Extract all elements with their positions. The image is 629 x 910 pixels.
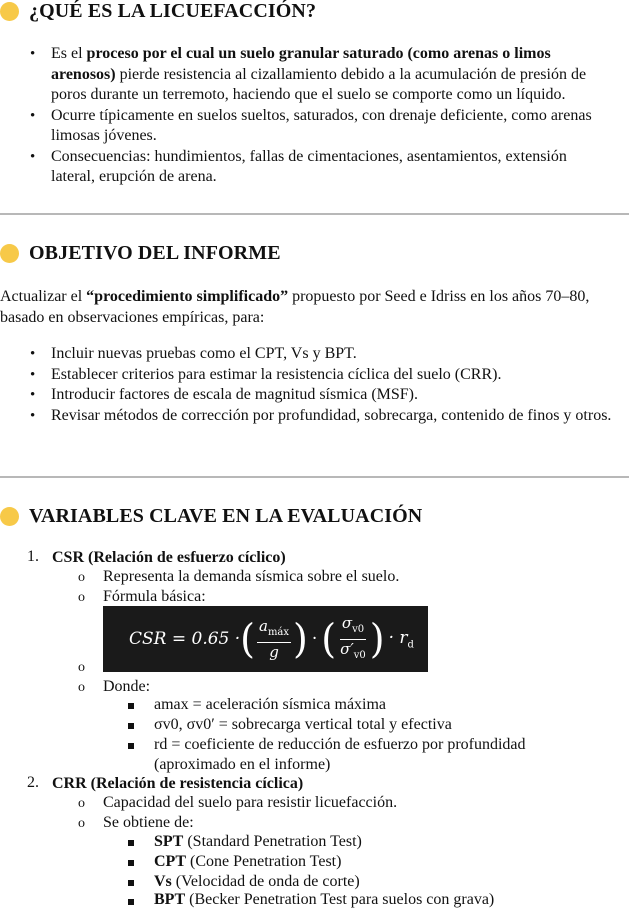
list-item: • Revisar métodos de corrección por profundidad, sobrecarga, contenido de finos y otros.: [0, 406, 612, 427]
section-title: VARIABLES CLAVE EN LA EVALUACIÓN: [29, 505, 423, 527]
test-item: Vs (Velocidad de onda de corte): [154, 873, 360, 890]
circle-bullet-icon: o: [78, 680, 85, 695]
square-bullet-icon: [128, 840, 134, 846]
section-title: ¿QUÉ ES LA LICUEFACCIÓN?: [29, 0, 317, 22]
yellow-dot-icon: [0, 244, 19, 263]
where-item: amax = aceleración sísmica máxima: [154, 696, 387, 713]
list-number: 1.: [27, 548, 39, 565]
list-number: 2.: [27, 774, 39, 791]
list-item: • Es el proceso por el cual un suelo granular saturado (como arenas o limos arenosos) pierde resistencia al cizallamiento debido a la acumulación de presión de poros durante un terremoto, haciendo que el suelo se comporte como un líquido.: [0, 44, 612, 106]
sub-item: Se obtiene de:: [103, 814, 194, 831]
sub-item: Representa la demanda sísmica sobre el suelo.: [103, 568, 400, 585]
bullet-list: [0, 344, 612, 426]
list-item: • Establecer criterios para estimar la resistencia cíclica del suelo (CRR).: [0, 365, 612, 386]
list-item: • Introducir factores de escala de magnitud sísmica (MSF).: [0, 385, 612, 406]
list-item: • Consecuencias: hundimientos, fallas de cimentaciones, asentamientos, extensión lateral, erupción de arena.: [0, 147, 612, 188]
section-divider: [0, 213, 629, 215]
variable-label-csr: CSR (Relación de esfuerzo cíclico): [52, 549, 286, 566]
circle-bullet-icon: o: [78, 660, 85, 675]
bullet-list: [0, 44, 612, 188]
sub-item: Fórmula básica:: [103, 588, 206, 605]
circle-bullet-icon: o: [78, 796, 85, 811]
square-bullet-icon: [128, 880, 134, 886]
section-heading-variables: [0, 505, 422, 528]
intro-paragraph: Actualizar el “procedimiento simplificado” propuesto por Seed e Idriss en los años 70–80, basado en observaciones empíricas, para:: [0, 288, 590, 326]
list-item: • Ocurre típicamente en suelos sueltos, saturados, con drenaje deficiente, como arenas limosas jóvenes.: [0, 106, 612, 147]
square-bullet-icon: [128, 860, 134, 866]
test-item: CPT (Cone Penetration Test): [154, 853, 342, 870]
variable-label-crr: CRR (Relación de resistencia cíclica): [52, 775, 304, 792]
circle-bullet-icon: o: [78, 570, 85, 585]
where-item: rd = coeficiente de reducción de esfuerzo por profundidad (aproximado en el informe): [154, 736, 526, 773]
csr-formula-image: CSR = 0.65 · ( $\frac{a_{máx}}{g}$ ) · ( $\frac{\sigma_{v0}}{\sigma'_{v0}}$ ) · $r_d$: [103, 606, 428, 672]
section-divider: [0, 476, 629, 478]
where-item: σv0, σv0′ = sobrecarga vertical total y efectiva: [154, 716, 452, 733]
circle-bullet-icon: o: [78, 816, 85, 831]
square-bullet-icon: [128, 703, 134, 709]
section-title: OBJETIVO DEL INFORME: [29, 242, 281, 264]
section-heading-objetivo: [0, 242, 281, 265]
yellow-dot-icon: [0, 507, 19, 526]
circle-bullet-icon: o: [78, 590, 85, 605]
square-bullet-icon: [128, 743, 134, 749]
test-item: SPT (Standard Penetration Test): [154, 833, 362, 850]
square-bullet-icon: [128, 899, 134, 905]
section-heading-licuefaccion: [0, 0, 316, 23]
list-item: • Incluir nuevas pruebas como el CPT, Vs y BPT.: [0, 344, 612, 365]
yellow-dot-icon: [0, 2, 19, 21]
test-item: BPT (Becker Penetration Test para suelos con grava): [154, 891, 495, 908]
sub-item: Donde:: [103, 678, 151, 695]
sub-item: Capacidad del suelo para resistir licuefacción.: [103, 794, 398, 811]
square-bullet-icon: [128, 723, 134, 729]
